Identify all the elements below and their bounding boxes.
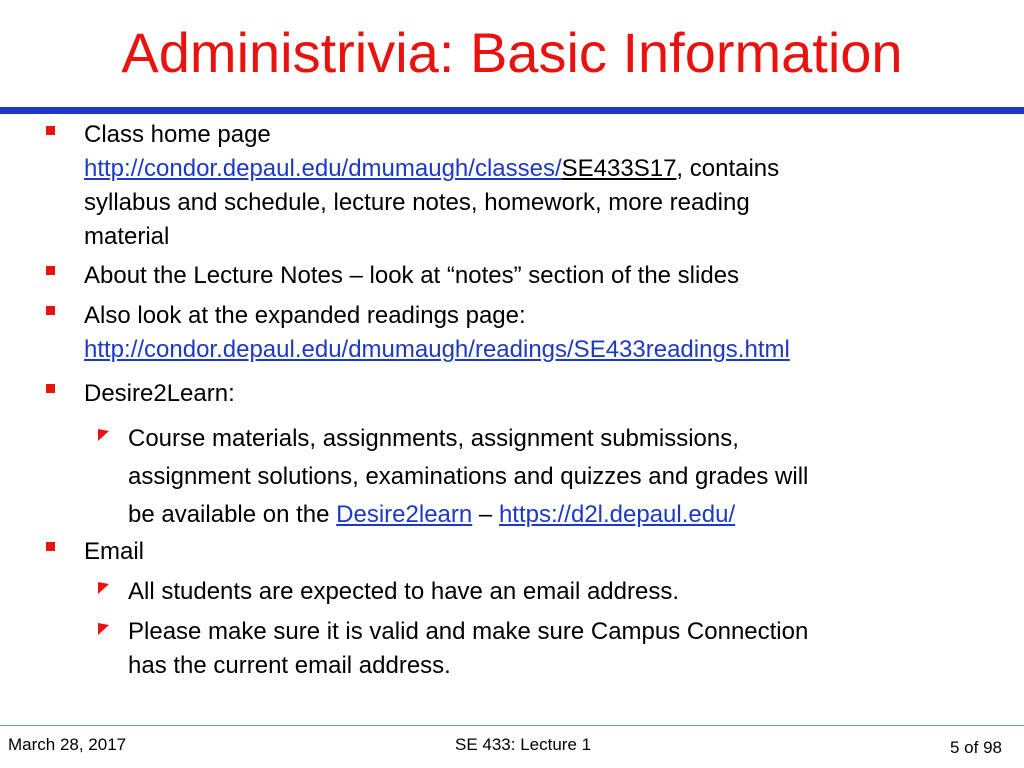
- arrow-bullet-icon: [98, 425, 109, 441]
- bullet-square-icon: [46, 542, 55, 551]
- bullet-text: Class home page: [84, 121, 271, 148]
- sub-text: be available on the: [128, 501, 337, 528]
- bullet-square-icon: [46, 126, 55, 135]
- bullet-square-icon: [46, 384, 55, 393]
- desire2learn-link[interactable]: Desire2learn: [336, 501, 473, 528]
- footer-page-number: 5 of 98: [950, 738, 1002, 757]
- page-title: Administrivia: Basic Information: [121, 21, 903, 84]
- sub-bullet-campus-connection: [128, 615, 958, 683]
- sub-bullet-d2l: [128, 420, 958, 534]
- bullet-desire2learn: Desire2Learn:: [84, 380, 235, 407]
- arrow-bullet-icon: [98, 578, 109, 594]
- bullet-text: syllabus and schedule, lecture notes, homework, more reading: [84, 189, 750, 216]
- sub-text: –: [472, 501, 499, 528]
- sub-text: Course materials, assignments, assignment submissions,: [128, 425, 739, 452]
- bullet-square-icon: [46, 306, 55, 315]
- footer-divider: [0, 725, 1024, 726]
- bullet-text: material: [84, 223, 170, 250]
- class-code-link[interactable]: SE433S17: [561, 155, 677, 182]
- footer-date: March 28, 2017: [8, 735, 127, 754]
- sub-text: Please make sure it is valid and make sure Campus Connection: [128, 618, 809, 645]
- bullet-text-line: [84, 152, 944, 186]
- sub-text: assignment solutions, examinations and quizzes and grades will: [128, 463, 809, 490]
- bullet-square-icon: [46, 266, 55, 275]
- arrow-bullet-icon: [98, 619, 109, 635]
- bullet-text: , contains: [676, 155, 780, 182]
- sub-text: has the current email address.: [128, 652, 451, 679]
- sub-text-line: [128, 496, 958, 534]
- bullet-email: Email: [84, 538, 145, 565]
- readings-link[interactable]: http://condor.depaul.edu/dmumaugh/readings/SE433readings.html: [84, 336, 790, 363]
- bullet-readings: [84, 299, 944, 367]
- title-divider: [0, 107, 1024, 114]
- bullet-lecture-notes: About the Lecture Notes – look at “notes” section of the slides: [84, 262, 740, 289]
- sub-bullet-email-address: All students are expected to have an email address.: [128, 578, 679, 605]
- bullet-class-home-page: [84, 118, 944, 254]
- d2l-url-link[interactable]: https://d2l.depaul.edu/: [498, 501, 736, 528]
- bullet-text: Also look at the expanded readings page:: [84, 302, 526, 329]
- class-home-link[interactable]: http://condor.depaul.edu/dmumaugh/classes/: [84, 155, 562, 182]
- footer-course: SE 433: Lecture 1: [455, 735, 592, 754]
